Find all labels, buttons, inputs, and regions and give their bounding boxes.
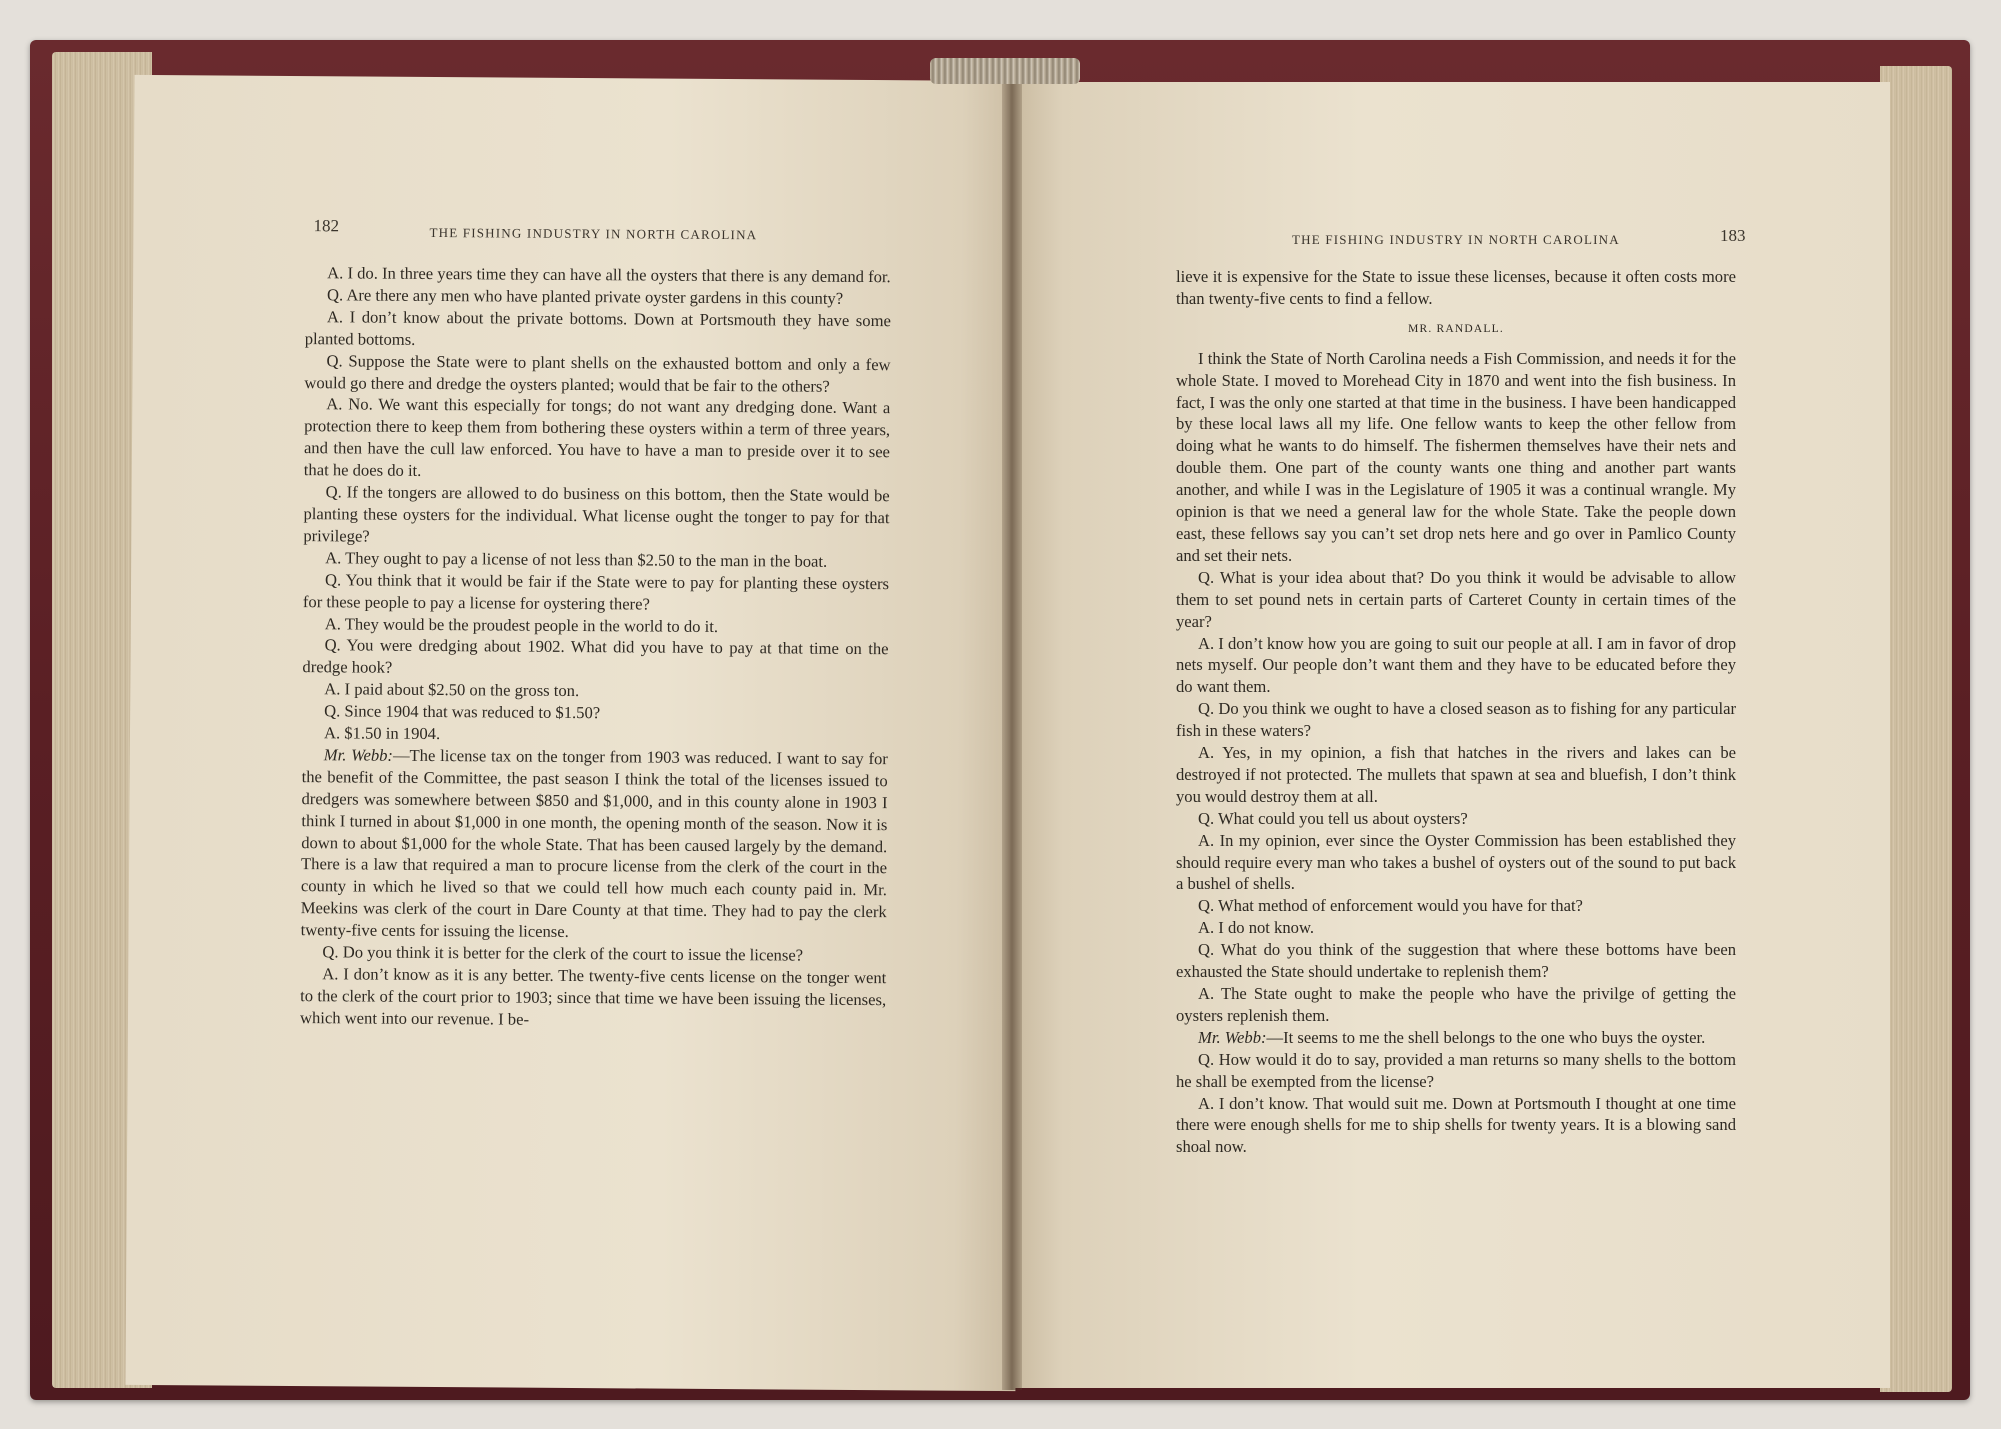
paragraph-text: Q. What method of enforcement would you have for that? [1198,896,1583,916]
page-body [1176,266,1736,1158]
headband [930,58,1080,84]
paragraph [303,569,889,617]
paragraph-text: Q. Are there any men who have planted private oyster gardens in this county? [326,285,844,308]
paragraph-text: Q. Suppose the State were to plant shells on the exhausted bottom and only a few would go there and dredge the oysters planted; would that be fair to the others? [304,350,891,396]
paragraph-text: —The license tax on the tonger from 1903 was reduced. I want to say for the benefit of the Committee, the past season I think the total of the licenses issued to dredgers was somewhere between $850 and $1,000, and in this county alone in 1903 I think I turned in about $1,000 in one month, the opening month of the season. Now it is down to about $1,000 for the whole State. That has been caused largely by the demand. There is a law that required a man to procure license from the clerk of the court in the county in which he lived so that we could tell how much each county paid in. Mr. Meekins was clerk of the court in Dare County at that time. They had to pay the clerk twenty-five cents for issuing the license. [300,745,888,942]
paragraph [1176,698,1736,742]
paragraph-text: Q. You think that it would be fair if the State were to pay for planting these oysters for these people to pay a license for oystering there? [302,569,890,614]
paragraph-text: A. No. We want this especially for tongs; do not want any dredging done. Want a protection there to keep them from bothering these oysters within a term of three years, and then have the cull law enforced. You have to have a man to preside over it to see that he does do it. [303,394,891,481]
page-number: 182 [313,216,340,236]
paragraph-text: Q. How would it do to say, provided a man returns so many shells to the bottom he shall be exempted from the license? [1176,1049,1736,1091]
paragraph [1176,742,1736,808]
paragraph-text: Q. Do you think we ought to have a closed season as to fishing for any particular fish in these waters? [1176,699,1736,741]
paragraph-text: I think the State of North Carolina needs a Fish Commission, and needs it for the whole State. I moved to Morehead City in 1870 and went into the fish business. In fact, I was the only one started at that time in the business. I have been handicapped by these local laws all my life. One fellow wants to keep the other fellow from doing what he wants to do himself. The fishermen themselves have their nets and double them. One part of the county wants one thing and another part wants another, and while I was in the Legislature of 1905 it was a continual wrangle. My opinion is that we need a general law for the whole State. Take the people down east, these fellows say you can’t set drop nets here and go over in Pamlico County and set their nets. [1176,348,1736,565]
paragraph-text: Q. What could you tell us about oysters? [1198,808,1468,828]
paragraph [303,481,889,551]
paragraph-text: A. Yes, in my opinion, a fish that hatches in the rivers and lakes can be destroyed if not protected. The mullets that spawn at sea and bluefish, I don’t think you would destroy them at all. [1176,743,1736,806]
paragraph-text: Q. Since 1904 that was reduced to $1.50? [324,701,601,723]
paragraph-text: A. I don’t know about the private bottoms. Down at Portsmouth they have some planted bottoms. [304,307,891,349]
paragraph [1176,1049,1736,1093]
book-gutter [1002,70,1022,1390]
paragraph-text: A. I do. In three years time they can have all the oysters that there is any demand for. [327,263,891,287]
right-page [1010,82,1890,1388]
paragraph-text: A. I don’t know how you are going to suit our people at all. I am in favor of drop nets myself. Our people don’t want them and they have to be educated before they do want them. [1176,633,1736,697]
page-edges-right [1880,66,1952,1392]
paragraph-text: —It seems to me the shell belongs to the one who buys the oyster. [1266,1027,1706,1047]
paragraph-text: Q. Do you think it is better for the clerk of the court to issue the license? [322,942,804,965]
paragraph-text: A. They ought to pay a license of not less than $2.50 to the man in the boat. [325,548,828,571]
paragraph-text: Q. You were dredging about 1902. What did you have to pay at that time on the dredge hook? [302,635,889,678]
paragraph [1176,983,1736,1027]
paragraph [1176,830,1736,896]
page-number: 183 [1720,226,1746,245]
paragraph [1176,633,1736,699]
paragraph-text: A. In my opinion, ever since the Oyster Commission has been established they should require every man who takes a bushel of oysters out of the sound to put back a bushel of shells. [1176,830,1736,894]
paragraph-text: Q. What do you think of the suggestion that where these bottoms have been exhausted the State should undertake to replenish them? [1176,940,1736,982]
speaker-name: Mr. Webb: [323,745,394,765]
paragraph [301,744,888,945]
paragraph [1176,917,1736,939]
paragraph [1176,567,1736,633]
paragraph-text: A. They would be the proudest people in the world to do it. [324,613,719,636]
paragraph [1176,348,1736,567]
paragraph [302,635,888,683]
paragraph [300,963,886,1033]
running-head: THE FISHING INDUSTRY IN NORTH CAROLINA [1292,232,1620,247]
left-page [125,75,1024,1391]
paragraph-text: A. I don’t know as it is any better. The twenty-five cents license on the tonger went to the clerk of the court prior to 1903; since that time we have been issuing the licenses, which went into our revenue. I be- [299,964,887,1029]
running-head: THE FISHING INDUSTRY IN NORTH CAROLINA [429,224,758,243]
paragraph [1176,939,1736,983]
paragraph [1176,895,1736,917]
section-heading: MR. RANDALL. [1408,322,1504,335]
paragraph-text: Q. If the tongers are allowed to do business on this bottom, then the State would be planting these oysters for the individual. What license ought the tonger to pay for that privilege? [303,482,890,546]
paragraph [304,350,890,398]
page-body [300,262,891,1033]
paragraph [1176,808,1736,830]
paragraph-text: A. $1.50 in 1904. [323,723,441,744]
paragraph-text: A. I paid about $2.50 on the gross ton. [324,679,580,701]
paragraph-text: A. The State ought to make the people who have the privilge of getting the oysters replenish them. [1176,984,1736,1025]
paragraph-text: A. I don’t know. That would suit me. Down at Portsmouth I thought at one time there were enough shells for me to ship shells for twenty years. It is a blowing sand shoal now. [1176,1093,1736,1157]
paragraph [1176,1093,1736,1159]
paragraph [305,306,891,354]
paragraph [1176,1027,1736,1049]
paragraph-text: A. I do not know. [1198,918,1314,938]
speaker-name: Mr. Webb: [1198,1027,1267,1047]
paragraph-text: Q. What is your idea about that? Do you think it would be advisable to allow them to set pound nets in certain parts of Carteret County in certain times of the year? [1176,567,1736,631]
paragraph [304,394,891,486]
continuation-paragraph: lieve it is expensive for the State to issue these licenses, because it often costs more than twenty-five cents to find a fellow. [1176,267,1736,308]
